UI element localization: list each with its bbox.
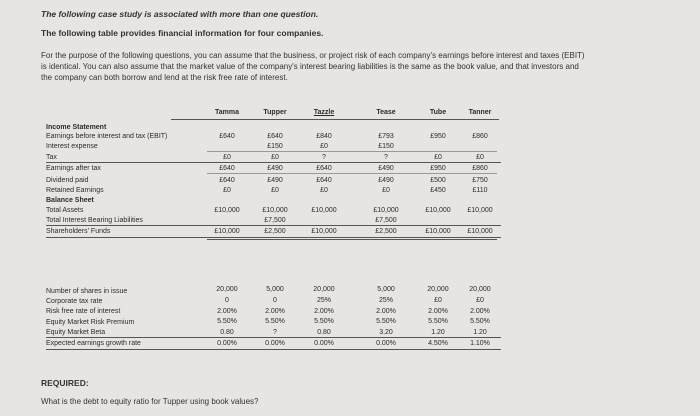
cell: £110 [472,187,488,194]
cell: £10,000 [425,228,451,235]
row-label: Tax [46,154,57,161]
cell: £10,000 [311,228,337,235]
cell: £0 [476,154,484,161]
cell: 20,000 [427,286,449,293]
cell: £840 [316,133,332,140]
row-label: Corporate tax rate [46,298,103,305]
row-label: Risk free rate of interest [46,308,121,315]
cell: £0 [476,297,484,304]
cell: £450 [430,187,446,194]
cell: 5.50% [314,318,334,325]
row-label: Equity Market Beta [46,329,106,336]
section-heading: Balance Sheet [46,197,94,204]
cell: £0 [223,187,231,194]
cell: £490 [267,165,283,172]
cell: £10,000 [467,228,493,235]
column-header: Tamma [215,109,239,116]
cell: £0 [382,187,390,194]
cell: 5.50% [217,318,237,325]
column-header: Tanner [468,109,492,116]
cell: £860 [472,133,488,140]
cell: £7,500 [375,217,397,224]
cell: £0 [271,187,279,194]
cell: 3.20 [379,329,393,336]
section-heading: Income Statement [46,124,107,131]
cell: £490 [378,165,394,172]
question-text: What is the debt to equity ratio for Tupper using book values? [41,397,259,406]
cell: £10,000 [214,207,240,214]
cell: £10,000 [311,207,337,214]
double-rule [207,239,497,240]
cell: 2.00% [428,308,448,315]
row-label: Total Interest Bearing Liabilities [46,217,143,224]
row-label: Dividend paid [46,177,89,184]
cell: 0 [225,297,229,304]
cell: £0 [223,154,231,161]
row-rule [46,337,501,338]
cell: 2.00% [470,308,490,315]
row-label: Expected earnings growth rate [46,340,141,347]
column-header: Tease [376,109,396,116]
financial-table [46,108,678,376]
cell: £10,000 [262,207,288,214]
cell: 0.00% [265,340,285,347]
cell: 25% [316,297,331,304]
row-rule [46,162,501,163]
row-rule [46,349,501,350]
cell: £10,000 [373,207,399,214]
subtotal-rule [207,173,497,174]
row-label: Equity Market Risk Premium [46,319,135,326]
cell: ? [384,154,388,161]
cell: 1.20 [431,329,445,336]
column-header: Tube [429,109,447,116]
assumptions-line: the company can both borrow and lend at the risk free rate of interest. [41,73,288,82]
column-header: Tupper [263,109,287,116]
cell: 0.00% [376,340,396,347]
cell: £0 [434,297,442,304]
cell: 5.50% [470,318,490,325]
cell: 2.00% [265,308,285,315]
cell: 5.50% [428,318,448,325]
cell: £7,500 [264,217,286,224]
cell: £860 [472,165,488,172]
row-label: Total Assets [46,207,84,214]
column-header: Tazzle [313,109,335,116]
cell: 5.50% [265,318,285,325]
cell: £150 [378,143,394,150]
cell: 1.10% [470,340,490,347]
cell: 20,000 [313,286,335,293]
cell: £0 [320,143,328,150]
assumptions-line: is identical. You can also assume that the market value of the company's interest bearing liabilities is the same as the book value, and that investors and [41,62,579,71]
cell: £950 [430,133,446,140]
cell: 4.50% [428,340,448,347]
cell: £0 [320,187,328,194]
cell: £0 [434,154,442,161]
cell: £640 [267,133,283,140]
cell: 0.00% [314,340,334,347]
cell: 5.50% [376,318,396,325]
cell: 20,000 [216,286,238,293]
row-label: Interest expense [46,143,98,150]
cell: 20,000 [469,286,491,293]
row-label: Shareholders' Funds [46,228,111,235]
cell: 2.00% [376,308,396,315]
cell: 0.00% [217,340,237,347]
row-label: Earnings after tax [46,165,101,172]
cell: £640 [219,165,235,172]
cell: £793 [378,133,394,140]
row-label: Number of shares in issue [46,288,128,295]
cell: £10,000 [214,228,240,235]
cell: 2.00% [217,308,237,315]
cell: £10,000 [425,207,451,214]
cell: £950 [430,165,446,172]
required-heading: REQUIRED: [41,378,89,388]
cell: ? [322,154,326,161]
cell: 0 [273,297,277,304]
assumptions-paragraph [41,50,681,83]
case-study-note: The following case study is associated with more than one question. [41,9,319,19]
row-rule [46,237,501,238]
table-intro: The following table provides financial information for four companies. [41,28,324,38]
cell: £640 [316,165,332,172]
subtotal-rule [207,151,497,152]
cell: 5,000 [377,286,395,293]
row-label: Retained Earnings [46,187,104,194]
row-rule [46,225,501,226]
cell: ? [273,329,277,336]
cell: £490 [378,177,394,184]
cell: £750 [472,177,488,184]
cell: £150 [267,143,283,150]
cell: £2,500 [264,228,286,235]
row-label: Earnings before interest and tax (EBIT) [46,133,168,140]
cell: 0.80 [220,329,234,336]
cell: £640 [316,177,332,184]
cell: 2.00% [314,308,334,315]
cell: £490 [267,177,283,184]
cell: 0.80 [317,329,331,336]
assumptions-line: For the purpose of the following questions, you can assume that the business, or project risk of each company's earnings before interest and taxes (EBIT) [41,51,585,60]
cell: 5,000 [266,286,284,293]
cell: 1.20 [473,329,487,336]
header-rule [171,119,499,120]
cell: 25% [378,297,393,304]
cell: £2,500 [375,228,397,235]
cell: £640 [219,133,235,140]
cell: £0 [271,154,279,161]
cell: £500 [430,177,446,184]
cell: £640 [219,177,235,184]
cell: £10,000 [467,207,493,214]
